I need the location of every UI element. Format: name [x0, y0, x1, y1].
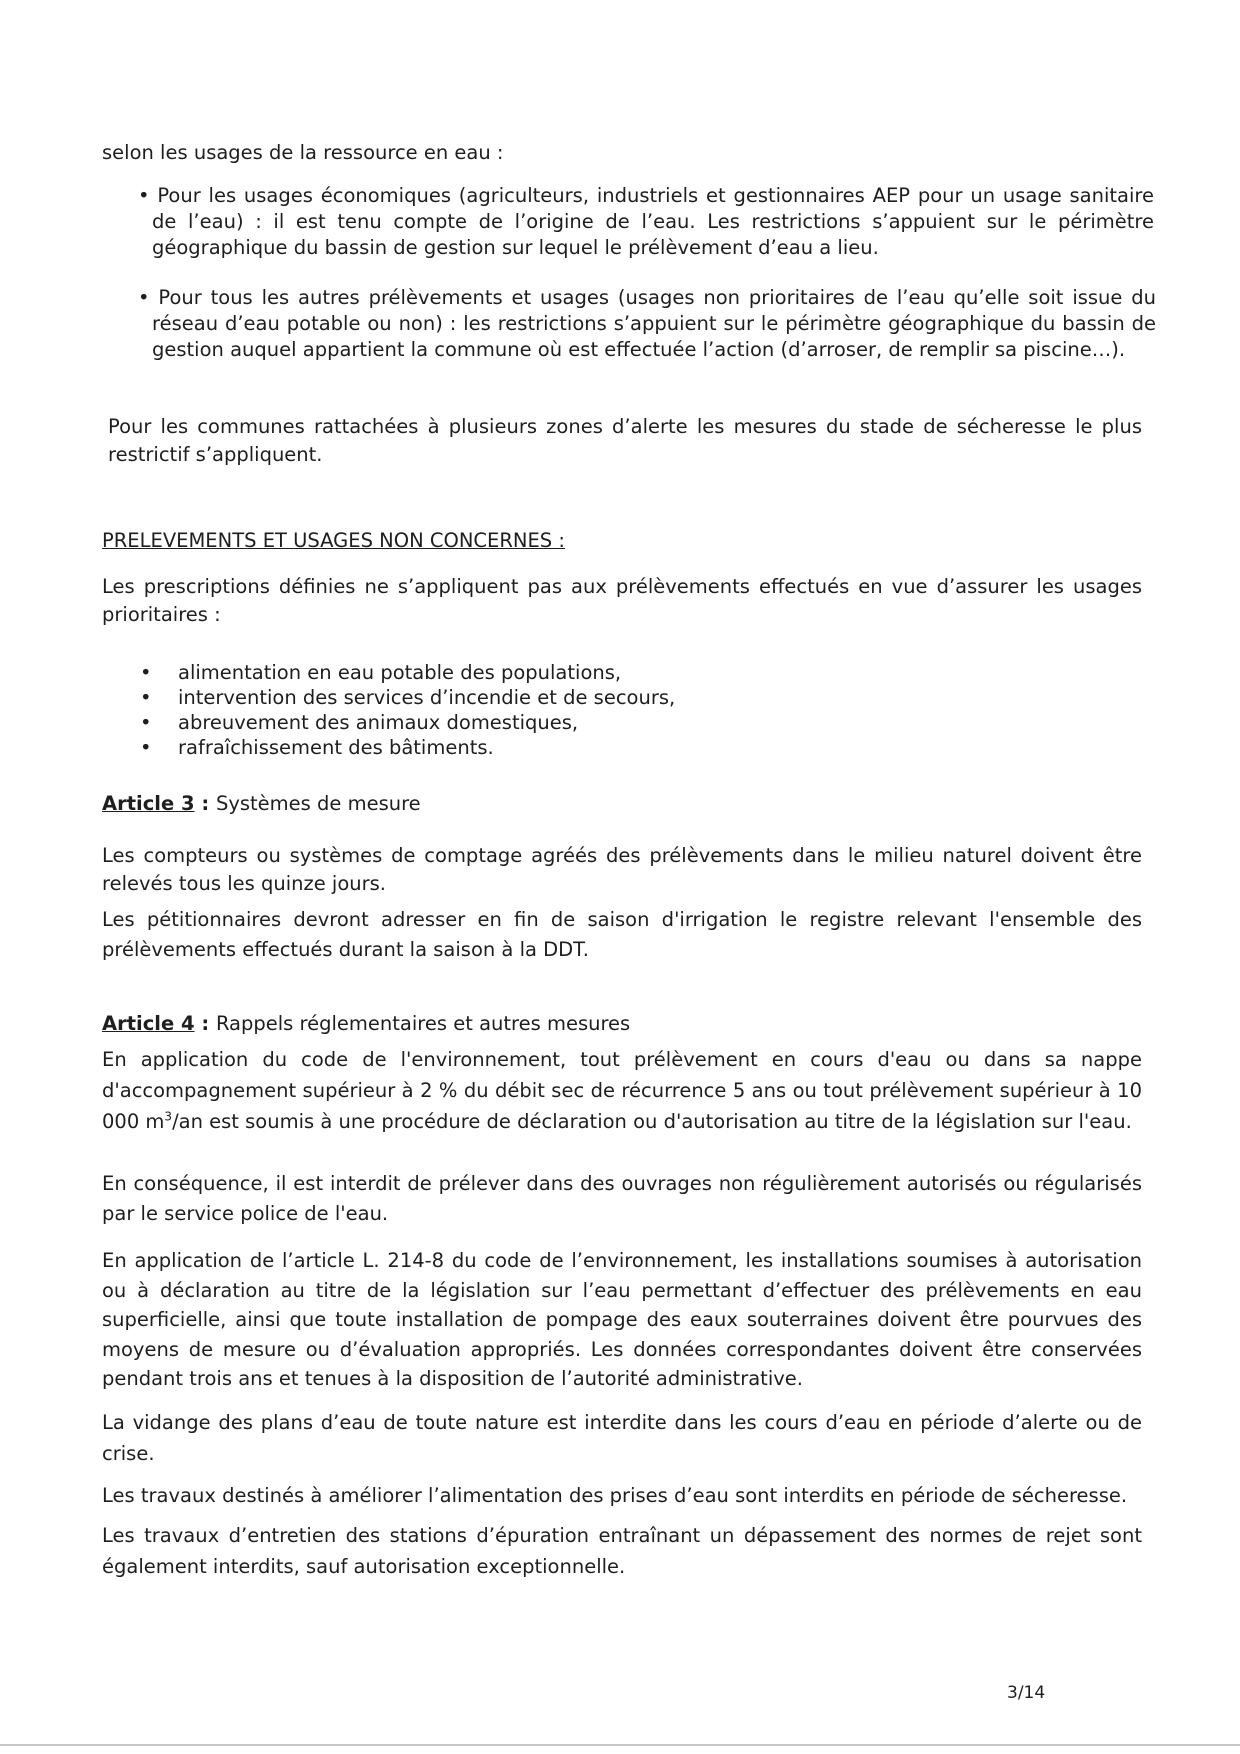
article-4-label: Article 4	[102, 1012, 195, 1035]
page-bottom-edge	[0, 1744, 1240, 1746]
article-4-paragraph-2: En conséquence, il est interdit de prélever dans des ouvrages non régulièrement autorisés ou régularisés par le service police de l'eau.	[102, 1172, 1142, 1225]
usage-bullet-text: Pour tous les autres prélèvements et usages (usages non prioritaires de l’eau qu’elle soit issue du réseau d’eau potable ou non) : les restrictions s’appuient sur le périmètre géographique du bassin de gestion auquel appartient la commune où est effectuée l’action (d’arroser, de remplir sa piscine…).	[152, 286, 1157, 361]
section-heading-non-concernes: PRELEVEMENTS ET USAGES NON CONCERNES :	[102, 529, 565, 552]
list-item: • abreuvement des animaux domestiques,	[140, 711, 579, 734]
article-3-label: Article 3	[102, 792, 195, 815]
bullet-marker: •	[140, 686, 152, 709]
list-item: • intervention des services d’incendie et de secours,	[140, 686, 676, 709]
usage-bullet-text: Pour les usages économiques (agriculteurs, industriels et gestionnaires AEP pour un usage sanitaire de l’eau) : il est tenu compte de l’origine de l’eau. Les restrictions s’appuient sur le périmètre géographique du bassin de gestion sur lequel le prélèvement d’eau a lieu.	[152, 184, 1155, 259]
bullet-marker: •	[140, 661, 152, 684]
article-4-paragraph-6: Les travaux d’entretien des stations d’épuration entraînant un dépassement des normes de rejet sont également interdits, sauf autorisation exceptionnelle.	[102, 1524, 1142, 1578]
article-3-paragraph-1: Les compteurs ou systèmes de comptage agréés des prélèvements dans le milieu naturel doivent être relevés tous les quinze jours.	[102, 844, 1142, 895]
list-item: • alimentation en eau potable des populations,	[140, 661, 622, 684]
bullet-marker: •	[140, 711, 152, 734]
article-3-paragraph-2: Les pétitionnaires devront adresser en fin de saison d'irrigation le registre relevant l'ensemble des prélèvements effectués durant la saison à la DDT.	[102, 908, 1142, 961]
page-number: 3/14	[1007, 1683, 1046, 1703]
priority-usages-list	[140, 660, 1040, 760]
list-item: • rafraîchissement des bâtiments.	[140, 736, 494, 759]
article-4-paragraph-4: La vidange des plans d’eau de toute nature est interdite dans les cours d’eau en période d’alerte ou de crise.	[102, 1411, 1142, 1465]
article-4-paragraph-5: Les travaux destinés à améliorer l’alimentation des prises d’eau sont interdits en période de sécheresse.	[102, 1484, 1128, 1507]
usage-bullet-economic	[138, 183, 1154, 261]
article-3-title: Systèmes de mesure	[215, 792, 421, 815]
article-4-title: Rappels réglementaires et autres mesures	[215, 1012, 631, 1035]
article-4-paragraph-3: En application de l’article L. 214-8 du code de l’environnement, les installations soumises à autorisation ou à déclaration au titre de la législation sur l’eau permettant d’effectuer des prélèvements en eau superficielle, ainsi que toute installation de pompage des eaux souterraines doivent être pourvues des moyens de mesure ou d’évaluation appropriés. Les données correspondantes doivent être conservées pendant trois ans et tenues à la disposition de l’autorité administrative.	[102, 1249, 1142, 1390]
article-4-paragraph-1: En application du code de l'environnement, tout prélèvement en cours d'eau ou dans sa nappe d'accompagnement supérieur à 2 % du débit sec de récurrence 5 ans ou tout prélèvement supérieur à 10 000 $m^3/an$ est soumis à une procédure de déclaration ou d'autorisation au titre de la législation sur l'eau.	[102, 1048, 1142, 1133]
usage-bullet-others	[138, 285, 1156, 363]
intro-text: selon les usages de la ressource en eau :	[102, 141, 504, 164]
bullet-marker: •	[138, 286, 150, 309]
bullet-marker: •	[140, 736, 152, 759]
non-concernes-intro: Les prescriptions définies ne s’appliquent pas aux prélèvements effectués en vue d’assurer les usages prioritaires :	[102, 575, 1142, 626]
article-3-heading: Article 3 : Systèmes de mesure	[102, 792, 421, 815]
bullet-marker: •	[138, 184, 150, 207]
article-4-heading: Article 4 : Rappels réglementaires et autres mesures	[102, 1012, 631, 1035]
multi-zone-paragraph: Pour les communes rattachées à plusieurs zones d’alerte les mesures du stade de sécheresse le plus restrictif s’appliquent.	[108, 415, 1142, 466]
